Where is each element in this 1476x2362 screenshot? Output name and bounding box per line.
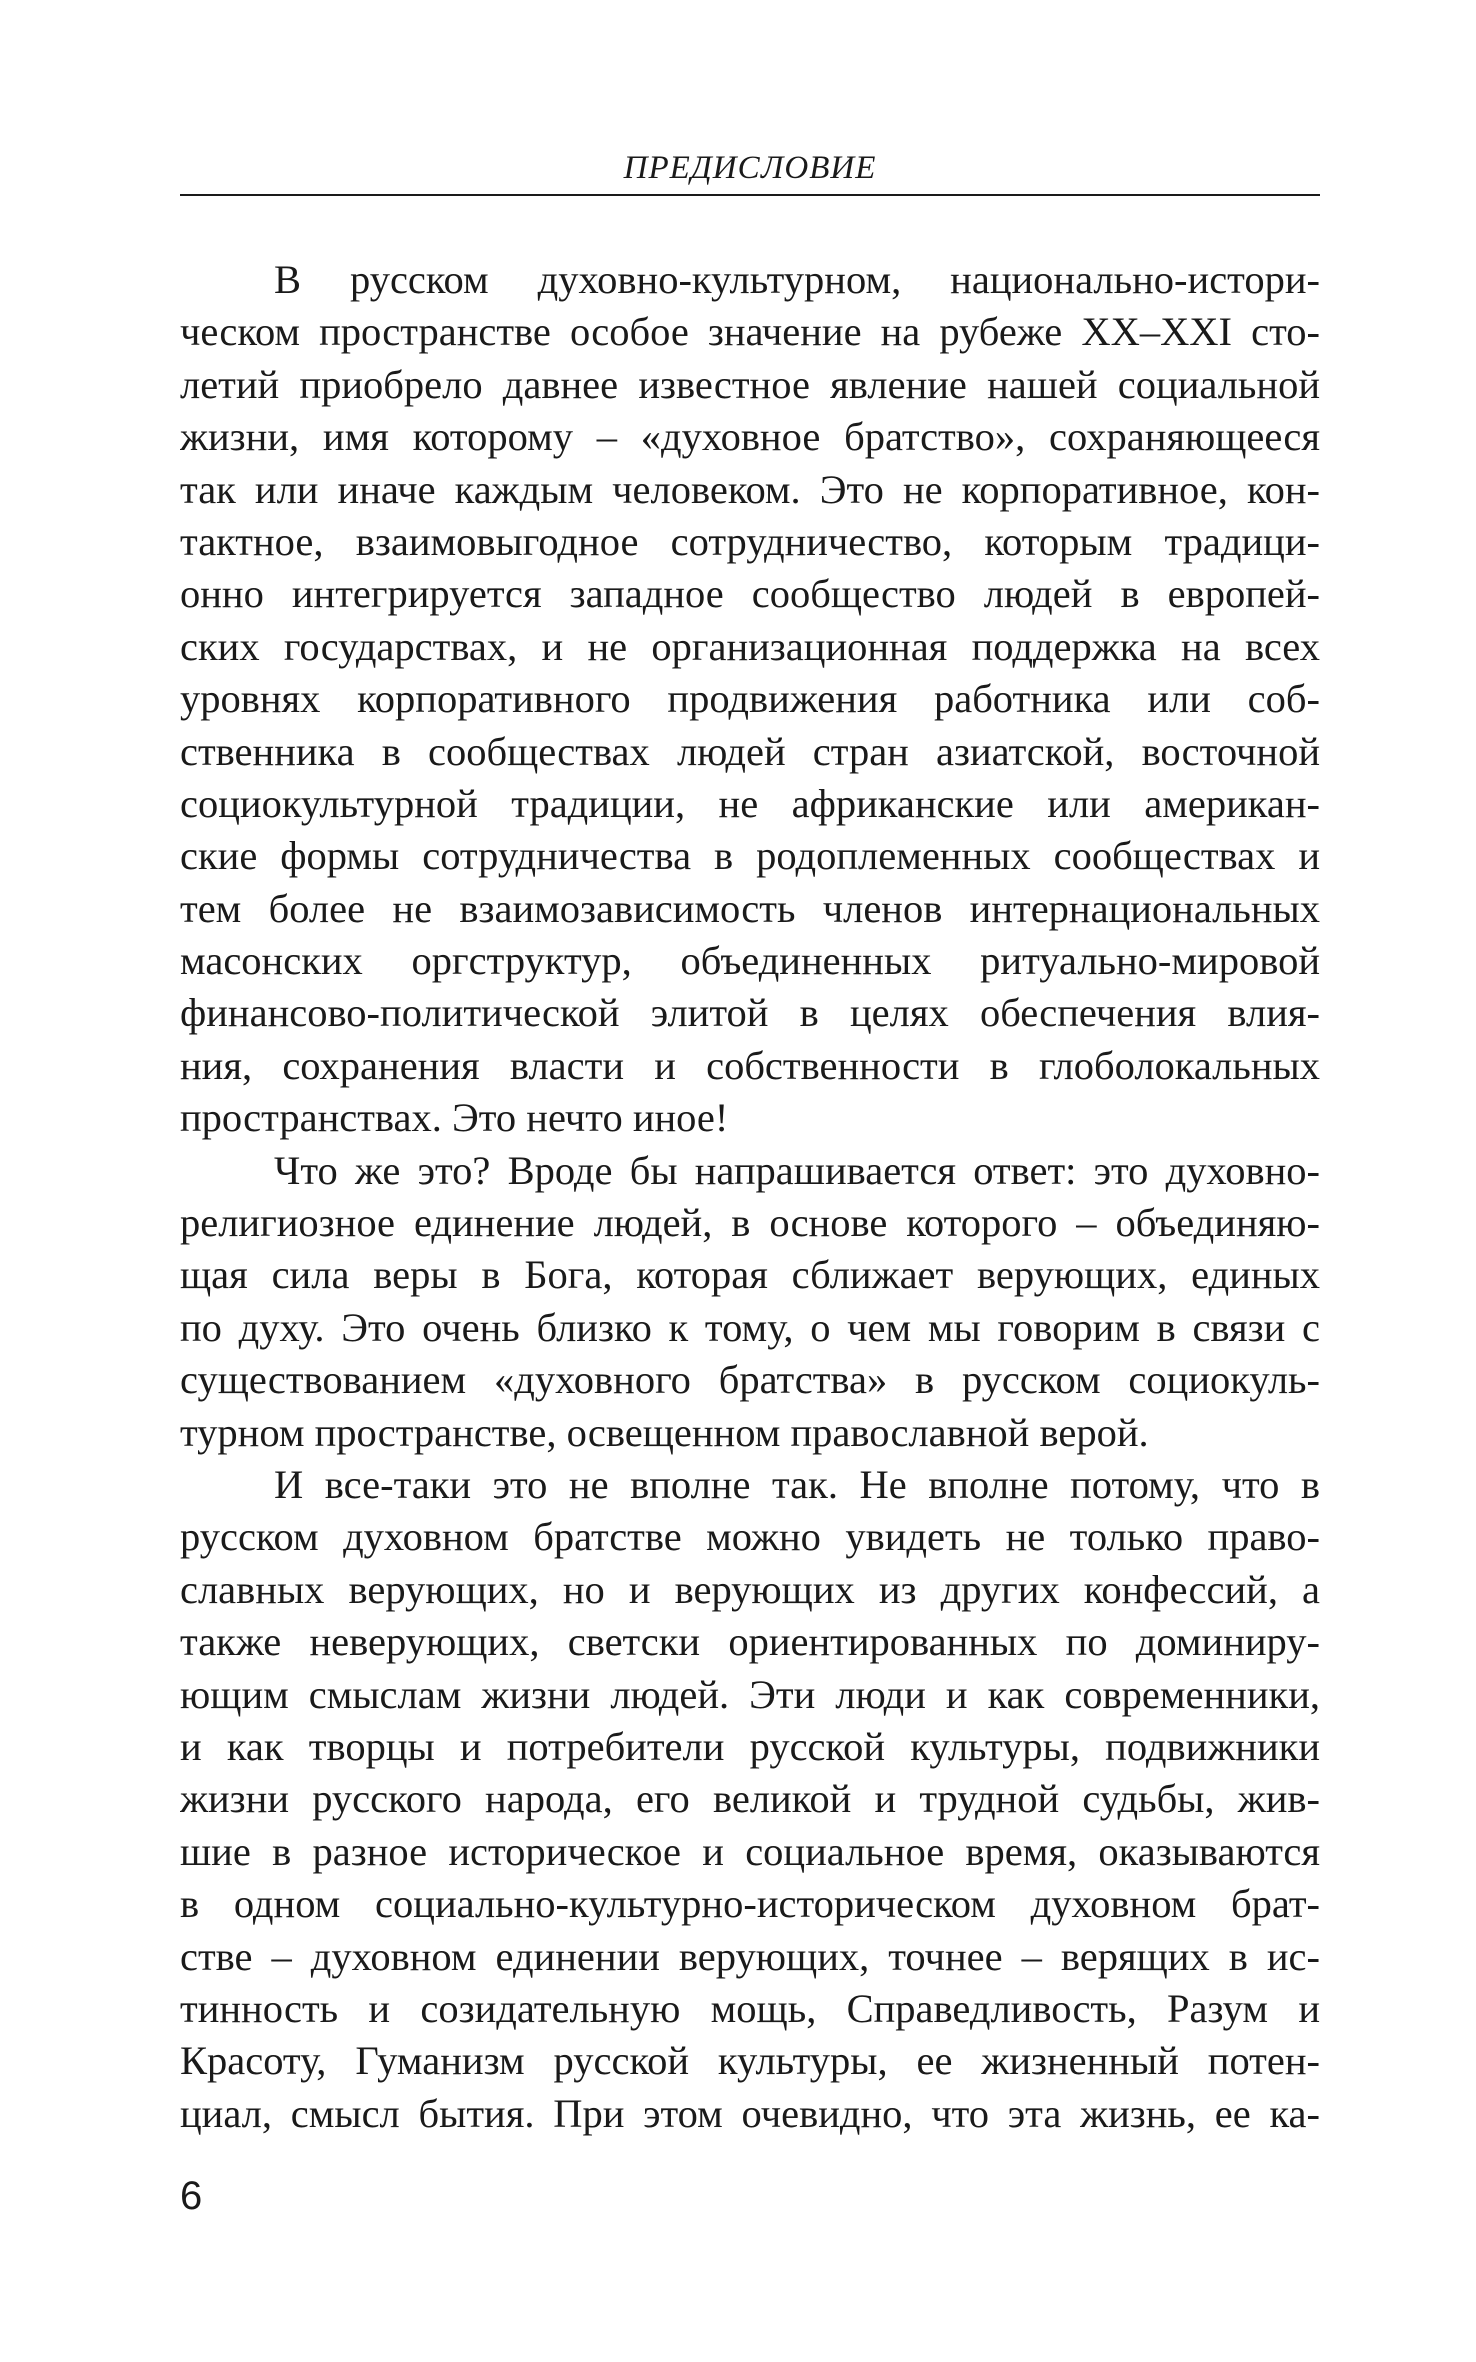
text-line: турном пространстве, освещенном православной верой. [180,1409,1149,1455]
text-line: и как творцы и потребители русской культуры, подвижники [180,1723,1320,1769]
text-line: Красоту, Гуманизм русской культуры, ее жизненный потен- [180,2038,1320,2084]
text-line: религиозное единение людей, в основе которого – объединяю- [180,1200,1320,1246]
body-text [180,254,1320,2140]
text-line: ющим смыслам жизни людей. Эти люди и как современники, [180,1671,1320,1717]
text-line: русском духовном братстве можно увидеть не только право- [180,1514,1320,1560]
text-line: уровнях корпоративного продвижения работника или соб- [180,676,1320,722]
text-line: ских государствах, и не организационная поддержка на всех [180,623,1320,669]
text-line: И все-таки это не вполне так. Не вполне потому, что в [274,1461,1320,1507]
text-line: ческом пространстве особое значение на рубеже XX–XXI сто- [180,309,1320,355]
text-line: существованием «духовного братства» в русском социокуль- [180,1357,1320,1403]
text-line: по духу. Это очень близко к тому, о чем мы говорим в связи с [180,1304,1320,1350]
text-line: жизни, имя которому – «духовное братство», сохраняющееся [180,414,1320,460]
text-line: финансово-политической элитой в целях обеспечения влия- [180,990,1320,1036]
text-line: стве – духовном единении верующих, точнее – верящих в ис- [180,1933,1320,1979]
text-line: тинность и созидательную мощь, Справедливость, Разум и [180,1985,1320,2031]
text-line: социокультурной традиции, не африканские или американ- [180,780,1320,826]
text-line: славных верующих, но и верующих из других конфессий, а [180,1566,1320,1612]
text-line: ния, сохранения власти и собственности в глоболокальных [180,1042,1320,1088]
text-line: ственника в сообществах людей стран азиатской, восточной [180,728,1320,774]
text-line: также неверующих, светски ориентированных по доминиру- [180,1619,1320,1665]
text-line: онно интегрируется западное сообщество людей в европей- [180,571,1320,617]
header-divider [180,194,1320,196]
text-line: в одном социально-культурно-историческом духовном брат- [180,1881,1320,1927]
text-line: так или иначе каждым человеком. Это не корпоративное, кон- [180,466,1320,512]
text-line: В русском духовно-культурном, национально-истори- [274,257,1320,302]
text-line: циал, смысл бытия. При этом очевидно, что эта жизнь, ее ка- [180,2090,1320,2136]
text-line: пространствах. Это нечто иное! [180,1095,729,1141]
text-line: ские формы сотрудничества в родоплеменных сообществах и [180,833,1320,879]
text-line: шие в разное историческое и социальное время, оказываются [180,1828,1320,1874]
text-line: тем более не взаимозависимость членов интернациональных [180,885,1320,931]
running-header: ПРЕДИСЛОВИЕ [623,150,877,186]
text-line: Что же это? Вроде бы напрашивается ответ: это духовно- [274,1147,1320,1193]
text-line: летий приобрело давнее известное явление нашей социальной [180,361,1320,407]
text-line: жизни русского народа, его великой и трудной судьбы, жив- [180,1776,1320,1822]
text-line: тактное, взаимовыгодное сотрудничество, которым традици- [180,518,1320,564]
page-number: 6 [180,2174,203,2218]
text-line: щая сила веры в Бога, которая сближает верующих, единых [180,1252,1320,1298]
text-line: масонских оргструктур, объединенных ритуально-мировой [180,938,1320,984]
